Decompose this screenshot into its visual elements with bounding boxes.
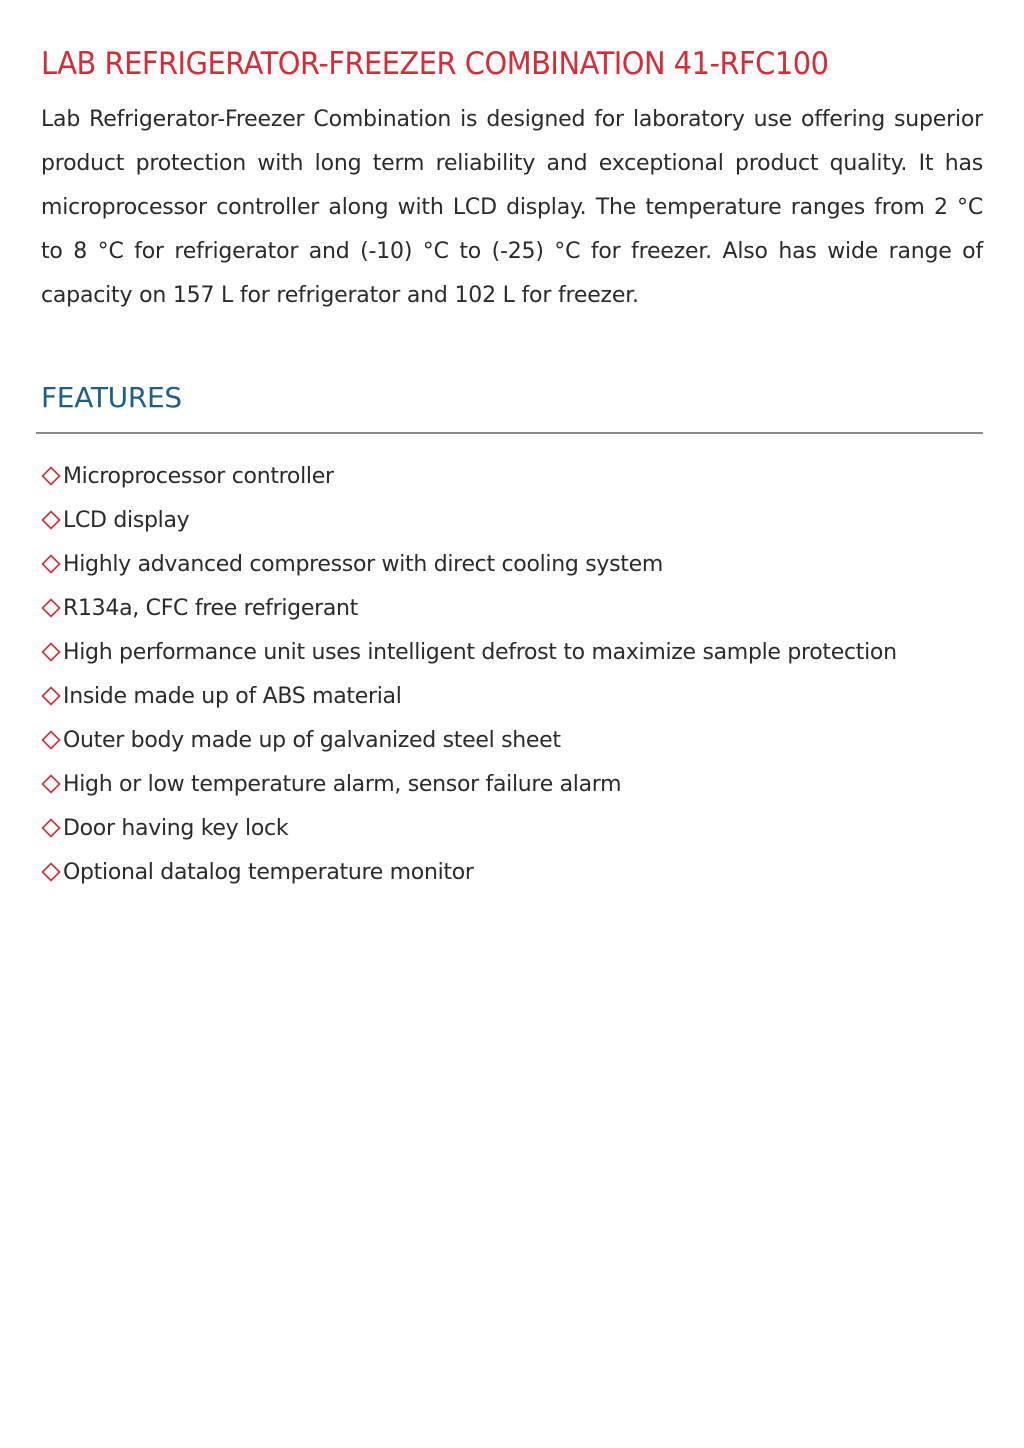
feature-item [41,762,897,806]
feature-text: LCD display [63,507,190,533]
diamond-outline-icon [41,730,61,750]
diamond-outline-icon [41,510,61,530]
feature-text: High or low temperature alarm, sensor failure alarm [63,771,622,797]
diamond-outline-icon [41,642,61,662]
feature-item [41,542,897,586]
diamond-outline-icon [41,774,61,794]
feature-item [41,630,897,674]
feature-text: Door having key lock [63,815,289,841]
diamond-outline-icon [41,554,61,574]
feature-text: Optional datalog temperature monitor [63,859,474,885]
section-divider [36,432,983,434]
product-description [41,98,983,318]
feature-text: Microprocessor controller [63,463,334,489]
description-line: capacity on 157 L for refrigerator and 102 L for freezer. [41,283,639,308]
description-line: product protection with long term reliability and exceptional product quality. It has [41,151,983,176]
page-title: LAB REFRIGERATOR-FREEZER COMBINATION 41-RFC100 [41,46,829,82]
feature-text: Inside made up of ABS material [63,683,402,709]
feature-text: R134a, CFC free refrigerant [63,595,358,621]
feature-list [41,454,897,894]
feature-item [41,498,897,542]
feature-text: Outer body made up of galvanized steel sheet [63,727,561,753]
diamond-outline-icon [41,686,61,706]
diamond-outline-icon [41,598,61,618]
diamond-outline-icon [41,862,61,882]
description-line: microprocessor controller along with LCD display. The temperature ranges from 2 °C [41,195,983,220]
feature-text: High performance unit uses intelligent defrost to maximize sample protection [63,639,897,665]
features-heading: FEATURES [41,381,182,414]
diamond-outline-icon [41,466,61,486]
description-line: to 8 °C for refrigerator and (-10) °C to (-25) °C for freezer. Also has wide range of [41,239,983,264]
feature-item [41,454,897,498]
feature-text: Highly advanced compressor with direct cooling system [63,551,663,577]
feature-item [41,850,897,894]
feature-item [41,586,897,630]
description-line: Lab Refrigerator-Freezer Combination is designed for laboratory use offering superior [41,107,983,132]
diamond-outline-icon [41,818,61,838]
feature-item [41,674,897,718]
feature-item [41,718,897,762]
feature-item [41,806,897,850]
